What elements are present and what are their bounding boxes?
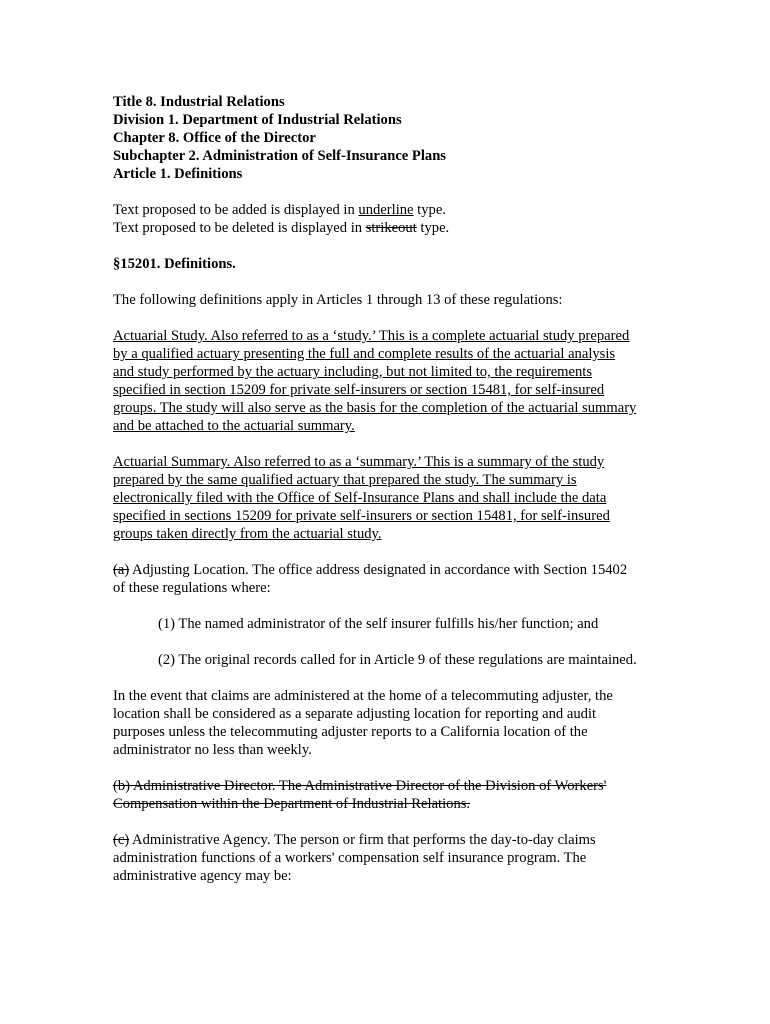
adjusting-location-line: of these regulations where: xyxy=(113,580,271,596)
administrative-agency-line: administrative agency may be: xyxy=(113,868,292,884)
notice-deleted-word: strikeout xyxy=(365,220,417,236)
administrative-agency-text: Administrative Agency. The person or firm that performs the day-to-day claims xyxy=(129,832,596,848)
telecommuting-line: In the event that claims are administered at the home of a telecommuting adjuster, the xyxy=(113,688,613,704)
adjusting-location-item-2: (2) The original records called for in Article 9 of these regulations are maintained. xyxy=(158,652,637,668)
actuarial-study-line: and study performed by the actuary including, but not limited to, the requirements xyxy=(113,364,593,380)
adjusting-location-line xyxy=(113,561,673,579)
administrative-agency-definition xyxy=(113,831,673,885)
document-heading-block xyxy=(113,93,673,183)
notice-deleted-line xyxy=(113,219,673,237)
chapter-heading: Chapter 8. Office of the Director xyxy=(113,130,316,146)
adjusting-location-struck-letter: (a) xyxy=(113,562,130,578)
actuarial-study-line: and be attached to the actuarial summary. xyxy=(113,418,355,434)
administrative-director-line: (b) Administrative Director. The Administrative Director of the Division of Workers' xyxy=(113,778,607,794)
actuarial-summary-definition xyxy=(113,453,673,543)
administrative-agency-line xyxy=(113,831,673,849)
notice-added-word: underline xyxy=(358,202,414,218)
document-page xyxy=(113,93,673,885)
actuarial-summary-line: specified in sections 15209 for private self-insurers or section 15481, for self-insured xyxy=(113,508,610,524)
notice-deleted-suffix: type. xyxy=(416,220,450,236)
telecommuting-paragraph xyxy=(113,687,673,759)
title-heading: Title 8. Industrial Relations xyxy=(113,94,285,110)
article-heading: Article 1. Definitions xyxy=(113,166,243,182)
actuarial-summary-line: groups taken directly from the actuarial study. xyxy=(113,526,382,542)
actuarial-study-definition xyxy=(113,327,673,435)
adjusting-location-text: Adjusting Location. The office address designated in accordance with Section 15402 xyxy=(129,562,628,578)
actuarial-study-line: by a qualified actuary presenting the full and complete results of the actuarial analysis xyxy=(113,346,616,362)
notice-added-suffix: type. xyxy=(413,202,446,218)
actuarial-study-line: Actuarial Study. Also referred to as a ‘study.’ This is a complete actuarial study prepared xyxy=(113,328,630,344)
subchapter-heading: Subchapter 2. Administration of Self-Insurance Plans xyxy=(113,148,446,164)
section-intro: The following definitions apply in Articles 1 through 13 of these regulations: xyxy=(113,292,563,308)
administrative-director-definition xyxy=(113,777,673,813)
notice-added-prefix: Text proposed to be added is displayed in xyxy=(113,202,359,218)
adjusting-location-definition xyxy=(113,561,673,597)
telecommuting-line: purposes unless the telecommuting adjuster reports to a California location of the xyxy=(113,724,588,740)
notice-added-line xyxy=(113,201,673,219)
adjusting-location-item-1: (1) The named administrator of the self insurer fulfills his/her function; and xyxy=(158,616,599,632)
actuarial-study-line: groups. The study will also serve as the basis for the completion of the actuarial summary xyxy=(113,400,637,416)
actuarial-summary-line: electronically filed with the Office of Self-Insurance Plans and shall include the data xyxy=(113,490,607,506)
division-heading: Division 1. Department of Industrial Relations xyxy=(113,112,402,128)
telecommuting-line: location shall be considered as a separate adjusting location for reporting and audit xyxy=(113,706,597,722)
notice-deleted-prefix: Text proposed to be deleted is displayed in xyxy=(113,220,366,236)
actuarial-summary-line: prepared by the same qualified actuary that prepared the study. The summary is xyxy=(113,472,577,488)
administrative-agency-line: administration functions of a workers' compensation self insurance program. The xyxy=(113,850,587,866)
actuarial-study-line: specified in section 15209 for private self-insurers or section 15481, for self-insured xyxy=(113,382,605,398)
telecommuting-line: administrator no less than weekly. xyxy=(113,742,312,758)
administrative-agency-struck-letter: (c) xyxy=(113,832,130,848)
actuarial-summary-line: Actuarial Summary. Also referred to as a ‘summary.’ This is a summary of the study xyxy=(113,454,605,470)
section-heading: §15201. Definitions. xyxy=(113,256,236,272)
administrative-director-line: Compensation within the Department of Industrial Relations. xyxy=(113,796,471,812)
